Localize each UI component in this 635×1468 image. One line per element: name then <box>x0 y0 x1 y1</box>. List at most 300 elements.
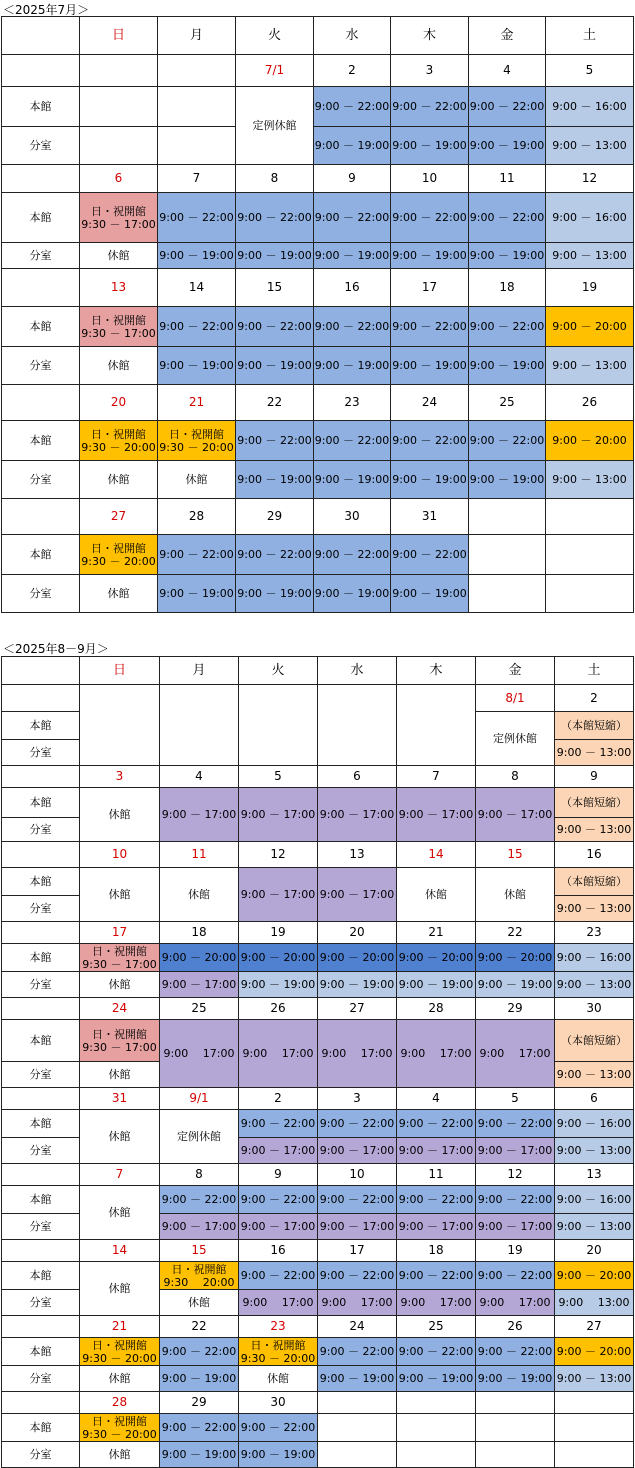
date-number <box>314 385 391 421</box>
cell-text: 9:00 － 13:00 <box>556 902 632 915</box>
row-label-branch: 分室 <box>2 1138 80 1164</box>
cell-text: 9:00 － 16:00 <box>552 211 627 224</box>
date-number <box>158 165 236 193</box>
branch-hours-cell <box>80 1366 160 1392</box>
main-hours-cell <box>555 712 634 740</box>
cell-hours: 9:30 － 17:00 <box>82 957 157 971</box>
branch-hours-cell <box>80 347 158 385</box>
main-hours-cell <box>318 1020 397 1088</box>
branch-hours-cell <box>236 575 314 613</box>
cell-text: 18 <box>191 925 207 939</box>
cell-text: 11 <box>499 171 515 185</box>
cell-text: 休館 <box>107 473 130 486</box>
cell-text: 9:00 － 22:00 <box>161 1345 237 1358</box>
row-label-blank <box>2 499 80 535</box>
date-number <box>546 165 634 193</box>
date-number <box>236 165 314 193</box>
date-number <box>397 1392 476 1414</box>
cell-text: 9:00 － 13:00 <box>556 978 632 991</box>
main-hours-cell <box>546 421 634 461</box>
cell-text: 9 <box>590 769 598 783</box>
cell-text: 9:00 － 19:00 <box>319 978 395 991</box>
branch-hours-cell <box>397 1442 476 1468</box>
cell-text: 9:00 17:00 <box>321 1296 393 1309</box>
cell-text: 27 <box>586 1319 602 1333</box>
cell-hours: 9:30 － 17:00 <box>81 217 156 231</box>
cell-text: 9:00 － 13:00 <box>556 823 632 836</box>
cell-text: 9:00 － 22:00 <box>398 1269 474 1282</box>
branch-hours-cell <box>546 575 634 613</box>
date-number <box>318 1316 397 1338</box>
row-label-branch: 分室 <box>2 347 80 385</box>
branch-hours-cell <box>314 243 391 269</box>
cell-text: 10 <box>111 847 128 861</box>
cell-text: 8 <box>195 1167 203 1181</box>
cell-text: 31 <box>421 509 438 523</box>
branch-hours-cell <box>158 575 236 613</box>
date-number <box>476 685 555 712</box>
main-hours-cell <box>546 535 634 575</box>
date-number <box>80 1240 160 1262</box>
branch-hours-cell <box>239 1214 318 1240</box>
cell-text: 9:00 － 17:00 <box>240 808 316 821</box>
cell-text: 9:00 － 17:00 <box>319 888 395 901</box>
cell-text: 13 <box>110 280 127 294</box>
main-hours-cell <box>397 788 476 842</box>
cell-text: 9:00 － 22:00 <box>319 1193 395 1206</box>
cell-text: 7 <box>432 769 440 783</box>
main-hours-cell <box>397 1414 476 1442</box>
cell-text: 9:00 － 17:00 <box>161 808 237 821</box>
cell-text: 10 <box>349 1167 365 1181</box>
cell-text: 日・祝開館 <box>250 1338 306 1352</box>
branch-hours-cell <box>391 575 469 613</box>
cell-hours: 9:30 20:00 <box>163 1275 235 1289</box>
cell-text: 9 <box>348 171 356 185</box>
main-hours-cell <box>397 944 476 972</box>
cell-text: 26 <box>507 1319 523 1333</box>
main-hours-cell <box>391 193 469 243</box>
cell-hours: 9:30 － 20:00 <box>82 1351 157 1365</box>
branch-hours-cell <box>476 1290 555 1316</box>
cell-text: 9:00 － 17:00 <box>319 808 395 821</box>
branch-hours-cell <box>158 347 236 385</box>
cell-text: 9:00 － 22:00 <box>477 1193 553 1206</box>
cell-text: 16 <box>586 847 602 861</box>
cell-text: 9:00 － 22:00 <box>392 100 467 113</box>
row-label-branch: 分室 <box>2 1290 80 1316</box>
cell-text: 9:00 － 22:00 <box>469 320 545 333</box>
date-number <box>391 499 469 535</box>
date-number <box>236 269 314 307</box>
branch-hours-cell <box>314 127 391 165</box>
date-number <box>555 1088 634 1110</box>
branch-hours-cell <box>397 1366 476 1392</box>
cell-text: 19 <box>270 925 286 939</box>
weekday-header: 木 <box>397 657 476 685</box>
branch-hours-cell <box>318 972 397 998</box>
branch-hours-cell <box>80 972 160 998</box>
cell-text: 7 <box>115 1167 124 1181</box>
row-label-branch: 分室 <box>2 243 80 269</box>
date-number <box>80 922 160 944</box>
branch-hours-cell <box>555 896 634 922</box>
date-number <box>239 685 318 766</box>
main-hours-cell <box>469 307 546 347</box>
branch-hours-cell <box>469 575 546 613</box>
cell-text: 2 <box>590 690 598 705</box>
cell-text: 9:00 － 22:00 <box>319 1345 395 1358</box>
cell-text: 10 <box>421 171 438 185</box>
main-hours-cell <box>160 1110 239 1164</box>
branch-hours-cell <box>80 461 158 499</box>
date-number <box>239 998 318 1020</box>
weekday-header: 日 <box>80 657 160 685</box>
main-hours-cell <box>476 1020 555 1088</box>
cell-text: 休館 <box>107 359 130 372</box>
row-label-blank <box>2 1088 80 1110</box>
cell-text: 日・祝開館 <box>91 313 146 327</box>
date-number <box>546 499 634 535</box>
cell-text: 9:00 － 17:00 <box>161 978 237 991</box>
main-hours-cell <box>318 1414 397 1442</box>
branch-hours-cell <box>80 1442 160 1468</box>
date-number <box>469 499 546 535</box>
cell-text: 9:00 － 22:00 <box>392 320 467 333</box>
cell-text: 9:00 － 22:00 <box>469 211 545 224</box>
date-number <box>318 1392 397 1414</box>
cell-text: 9:00 17:00 <box>163 1047 235 1060</box>
cell-text: 30 <box>344 509 360 523</box>
main-hours-cell <box>239 1414 318 1442</box>
cell-text: 9:00 － 17:00 <box>319 1220 395 1233</box>
cell-text: 5 <box>511 1091 519 1105</box>
cell-text: 16 <box>270 1243 286 1257</box>
main-hours-cell <box>318 1110 397 1138</box>
row-label-main: 本館 <box>2 944 80 972</box>
main-hours-cell <box>546 307 634 347</box>
cell-text: 9:00 － 19:00 <box>398 978 474 991</box>
july-calendar-table <box>1 16 634 613</box>
date-number <box>158 55 236 87</box>
date-number <box>469 269 546 307</box>
cell-text: 6 <box>353 769 361 783</box>
cell-text: 15 <box>266 280 283 294</box>
augsep-calendar-table <box>1 656 634 1468</box>
main-hours-cell <box>397 1110 476 1138</box>
cell-text: 28 <box>428 1001 444 1015</box>
cell-text: 9:00 － 17:00 <box>477 1144 553 1157</box>
cell-text: 17 <box>421 280 438 294</box>
main-hours-cell <box>397 868 476 922</box>
main-hours-cell <box>160 944 239 972</box>
main-hours-cell <box>555 1262 634 1290</box>
main-hours-cell <box>239 1020 318 1088</box>
branch-hours-cell <box>397 1290 476 1316</box>
cell-text: 9:00 － 20:00 <box>477 951 553 964</box>
main-hours-cell <box>555 944 634 972</box>
cell-text: 9:00 17:00 <box>400 1047 472 1060</box>
main-hours-cell <box>476 944 555 972</box>
cell-text: 日・祝開館 <box>91 204 146 218</box>
cell-text: 12 <box>270 847 286 861</box>
row-label-main: 本館 <box>2 1262 80 1290</box>
corner-cell <box>2 17 80 55</box>
date-number <box>158 499 236 535</box>
cell-text: 5 <box>585 63 594 77</box>
main-hours-cell <box>318 1186 397 1214</box>
cell-text: 14 <box>428 847 444 861</box>
cell-text: 日・祝開館 <box>91 427 146 441</box>
cell-text: 9:00 － 19:00 <box>314 587 390 600</box>
date-number <box>314 269 391 307</box>
row-label-blank <box>2 998 80 1020</box>
date-number <box>476 1164 555 1186</box>
cell-text: 9:00 － 19:00 <box>161 1372 237 1385</box>
branch-hours-cell <box>397 972 476 998</box>
date-number <box>160 922 239 944</box>
date-number <box>546 55 634 87</box>
date-number <box>476 766 555 788</box>
cell-text: 26 <box>581 395 598 409</box>
cell-text: 6 <box>590 1091 598 1105</box>
row-label-branch: 分室 <box>2 972 80 998</box>
date-number <box>80 165 158 193</box>
cell-text: 9:00 － 22:00 <box>392 434 467 447</box>
date-number <box>555 685 634 712</box>
cell-hours: 9:30 － 20:00 <box>81 554 156 568</box>
cell-text: 2 <box>274 1091 282 1105</box>
cell-text: 9:00 － 19:00 <box>237 587 312 600</box>
date-number <box>555 842 634 868</box>
date-number <box>160 998 239 1020</box>
branch-hours-cell <box>160 1290 239 1316</box>
branch-hours-cell <box>158 127 236 165</box>
cell-text: 25 <box>191 1001 207 1015</box>
cell-text: 9:00 － 22:00 <box>159 548 234 561</box>
branch-hours-cell <box>314 347 391 385</box>
cell-text: 11 <box>191 847 207 861</box>
row-label-branch: 分室 <box>2 1214 80 1240</box>
cell-text: 9:00 － 22:00 <box>240 1117 316 1130</box>
date-number <box>555 998 634 1020</box>
branch-hours-cell <box>555 1138 634 1164</box>
date-number <box>80 998 160 1020</box>
main-hours-cell <box>160 868 239 922</box>
date-number <box>555 766 634 788</box>
date-number <box>80 499 158 535</box>
date-number <box>314 499 391 535</box>
main-hours-cell <box>397 1262 476 1290</box>
cell-text: 9:00 － 22:00 <box>237 320 312 333</box>
cell-hours: 9:30 － 20:00 <box>82 1427 157 1441</box>
main-hours-cell <box>476 868 555 922</box>
main-hours-cell <box>469 421 546 461</box>
row-label-main: 本館 <box>2 421 80 461</box>
branch-hours-cell <box>239 1366 318 1392</box>
cell-text: 9:00 － 20:00 <box>552 434 627 447</box>
cell-text: 12 <box>581 171 598 185</box>
date-number <box>160 1240 239 1262</box>
branch-hours-cell <box>397 1214 476 1240</box>
cell-text: 11 <box>428 1167 444 1181</box>
cell-text: 9:00 － 22:00 <box>314 320 390 333</box>
branch-hours-cell <box>160 1214 239 1240</box>
main-hours-cell <box>555 1414 634 1442</box>
branch-hours-cell <box>476 1138 555 1164</box>
cell-text: 9:00 － 19:00 <box>159 249 234 262</box>
cell-text: 8/1 <box>505 690 525 705</box>
date-number <box>397 685 476 766</box>
cell-text: 4 <box>503 63 511 77</box>
cell-text: 9:00 － 19:00 <box>477 1372 553 1385</box>
date-number <box>469 55 546 87</box>
main-hours-cell <box>314 421 391 461</box>
main-hours-cell <box>158 421 236 461</box>
cell-text: 9:00 － 16:00 <box>556 1193 632 1206</box>
date-number <box>80 685 160 766</box>
cell-text: 9:00 － 17:00 <box>240 1220 316 1233</box>
cell-text: 9:00 － 13:00 <box>552 473 627 486</box>
cell-text: 18 <box>499 280 515 294</box>
date-number <box>80 269 158 307</box>
cell-text: 休館 <box>108 1372 131 1385</box>
branch-hours-cell <box>160 972 239 998</box>
date-number <box>80 385 158 421</box>
cell-text: 9:00 － 19:00 <box>392 473 467 486</box>
date-number <box>391 269 469 307</box>
date-number <box>239 922 318 944</box>
cell-text: 30 <box>586 1001 602 1015</box>
branch-hours-cell <box>555 1366 634 1392</box>
date-number <box>160 1164 239 1186</box>
main-hours-cell <box>314 535 391 575</box>
date-number <box>476 1088 555 1110</box>
cell-text: 18 <box>428 1243 444 1257</box>
date-number <box>318 766 397 788</box>
date-number <box>397 1088 476 1110</box>
date-number <box>555 1316 634 1338</box>
cell-text: 9:00 17:00 <box>479 1047 551 1060</box>
date-number <box>158 385 236 421</box>
main-hours-cell <box>318 788 397 842</box>
date-number <box>318 922 397 944</box>
row-label-branch: 分室 <box>2 461 80 499</box>
cell-text: 24 <box>111 1001 128 1015</box>
cell-text: 2 <box>348 63 356 77</box>
main-hours-cell <box>397 1186 476 1214</box>
branch-hours-cell <box>318 1290 397 1316</box>
main-hours-cell <box>318 944 397 972</box>
row-label-blank <box>2 1316 80 1338</box>
cell-text: 日・祝開館 <box>92 1414 147 1428</box>
cell-text: 21 <box>428 925 444 939</box>
date-number <box>391 385 469 421</box>
date-number <box>236 55 314 87</box>
row-label-main: 本館 <box>2 87 80 127</box>
cell-text: 休館 <box>108 1068 131 1081</box>
date-number <box>469 165 546 193</box>
date-number <box>314 55 391 87</box>
cell-text: 9:00 － 19:00 <box>319 1372 395 1385</box>
main-hours-cell <box>239 1110 318 1138</box>
date-number <box>476 1240 555 1262</box>
cell-text: 9:00 － 22:00 <box>240 1421 316 1434</box>
cell-text: （本館短縮） <box>561 875 627 888</box>
date-number <box>397 1164 476 1186</box>
cell-text: 4 <box>432 1091 440 1105</box>
cell-text: 9:00 － 20:00 <box>161 951 237 964</box>
date-number <box>476 922 555 944</box>
main-hours-cell <box>239 1338 318 1366</box>
cell-text: 9:00 － 13:00 <box>556 1068 632 1081</box>
cell-text: 9:00 － 22:00 <box>392 211 467 224</box>
main-hours-cell <box>469 535 546 575</box>
branch-hours-cell <box>476 972 555 998</box>
cell-text: 9:00 17:00 <box>321 1047 393 1060</box>
cell-text: 休館 <box>425 888 447 901</box>
cell-text: 9:00 － 19:00 <box>398 1372 474 1385</box>
cell-text: 24 <box>349 1319 365 1333</box>
cell-text: 3 <box>425 63 434 77</box>
date-number <box>160 842 239 868</box>
branch-hours-cell <box>476 1366 555 1392</box>
cell-text: 21 <box>111 1319 128 1333</box>
weekday-header: 木 <box>391 17 469 55</box>
cell-text: 4 <box>195 769 203 783</box>
cell-text: 9:00 － 19:00 <box>392 249 467 262</box>
cell-text: 9:00 － 19:00 <box>314 249 390 262</box>
cell-text: 9:00 － 19:00 <box>392 139 467 152</box>
row-label-branch: 分室 <box>2 1366 80 1392</box>
cell-text: 29 <box>507 1001 523 1015</box>
main-hours-cell <box>160 1020 239 1088</box>
cell-text: 9:00 － 19:00 <box>161 1448 237 1461</box>
row-label-main: 本館 <box>2 1186 80 1214</box>
row-label-main: 本館 <box>2 1110 80 1138</box>
row-label-branch: 分室 <box>2 575 80 613</box>
branch-hours-cell <box>546 243 634 269</box>
date-number <box>160 685 239 766</box>
cell-text: 9:00 － 19:00 <box>392 359 467 372</box>
cell-text: 21 <box>188 395 205 409</box>
cell-text: 9:00 － 19:00 <box>314 139 390 152</box>
weekday-header: 火 <box>239 657 318 685</box>
cell-text: 3 <box>115 769 124 783</box>
cell-text: 9:00 － 17:00 <box>319 1144 395 1157</box>
main-hours-cell <box>318 1338 397 1366</box>
cell-text: 5 <box>274 769 282 783</box>
main-hours-cell <box>239 868 318 922</box>
row-label-main: 本館 <box>2 788 80 818</box>
cell-text: 9:00 － 22:00 <box>161 1421 237 1434</box>
date-number <box>397 922 476 944</box>
date-number <box>391 165 469 193</box>
branch-hours-cell <box>239 972 318 998</box>
main-hours-cell <box>476 1110 555 1138</box>
main-hours-cell <box>160 1338 239 1366</box>
cell-text: 9:00 17:00 <box>242 1047 314 1060</box>
cell-text: 9:00 － 20:00 <box>556 1345 632 1358</box>
cell-text: 休館 <box>185 473 208 486</box>
cell-text: 休館 <box>108 808 131 821</box>
row-label-branch: 分室 <box>2 1442 80 1468</box>
main-hours-cell <box>160 1414 239 1442</box>
cell-text: 7/1 <box>264 63 285 77</box>
branch-hours-cell <box>476 1214 555 1240</box>
cell-text: 9:00 － 17:00 <box>398 808 474 821</box>
main-hours-cell <box>397 1338 476 1366</box>
